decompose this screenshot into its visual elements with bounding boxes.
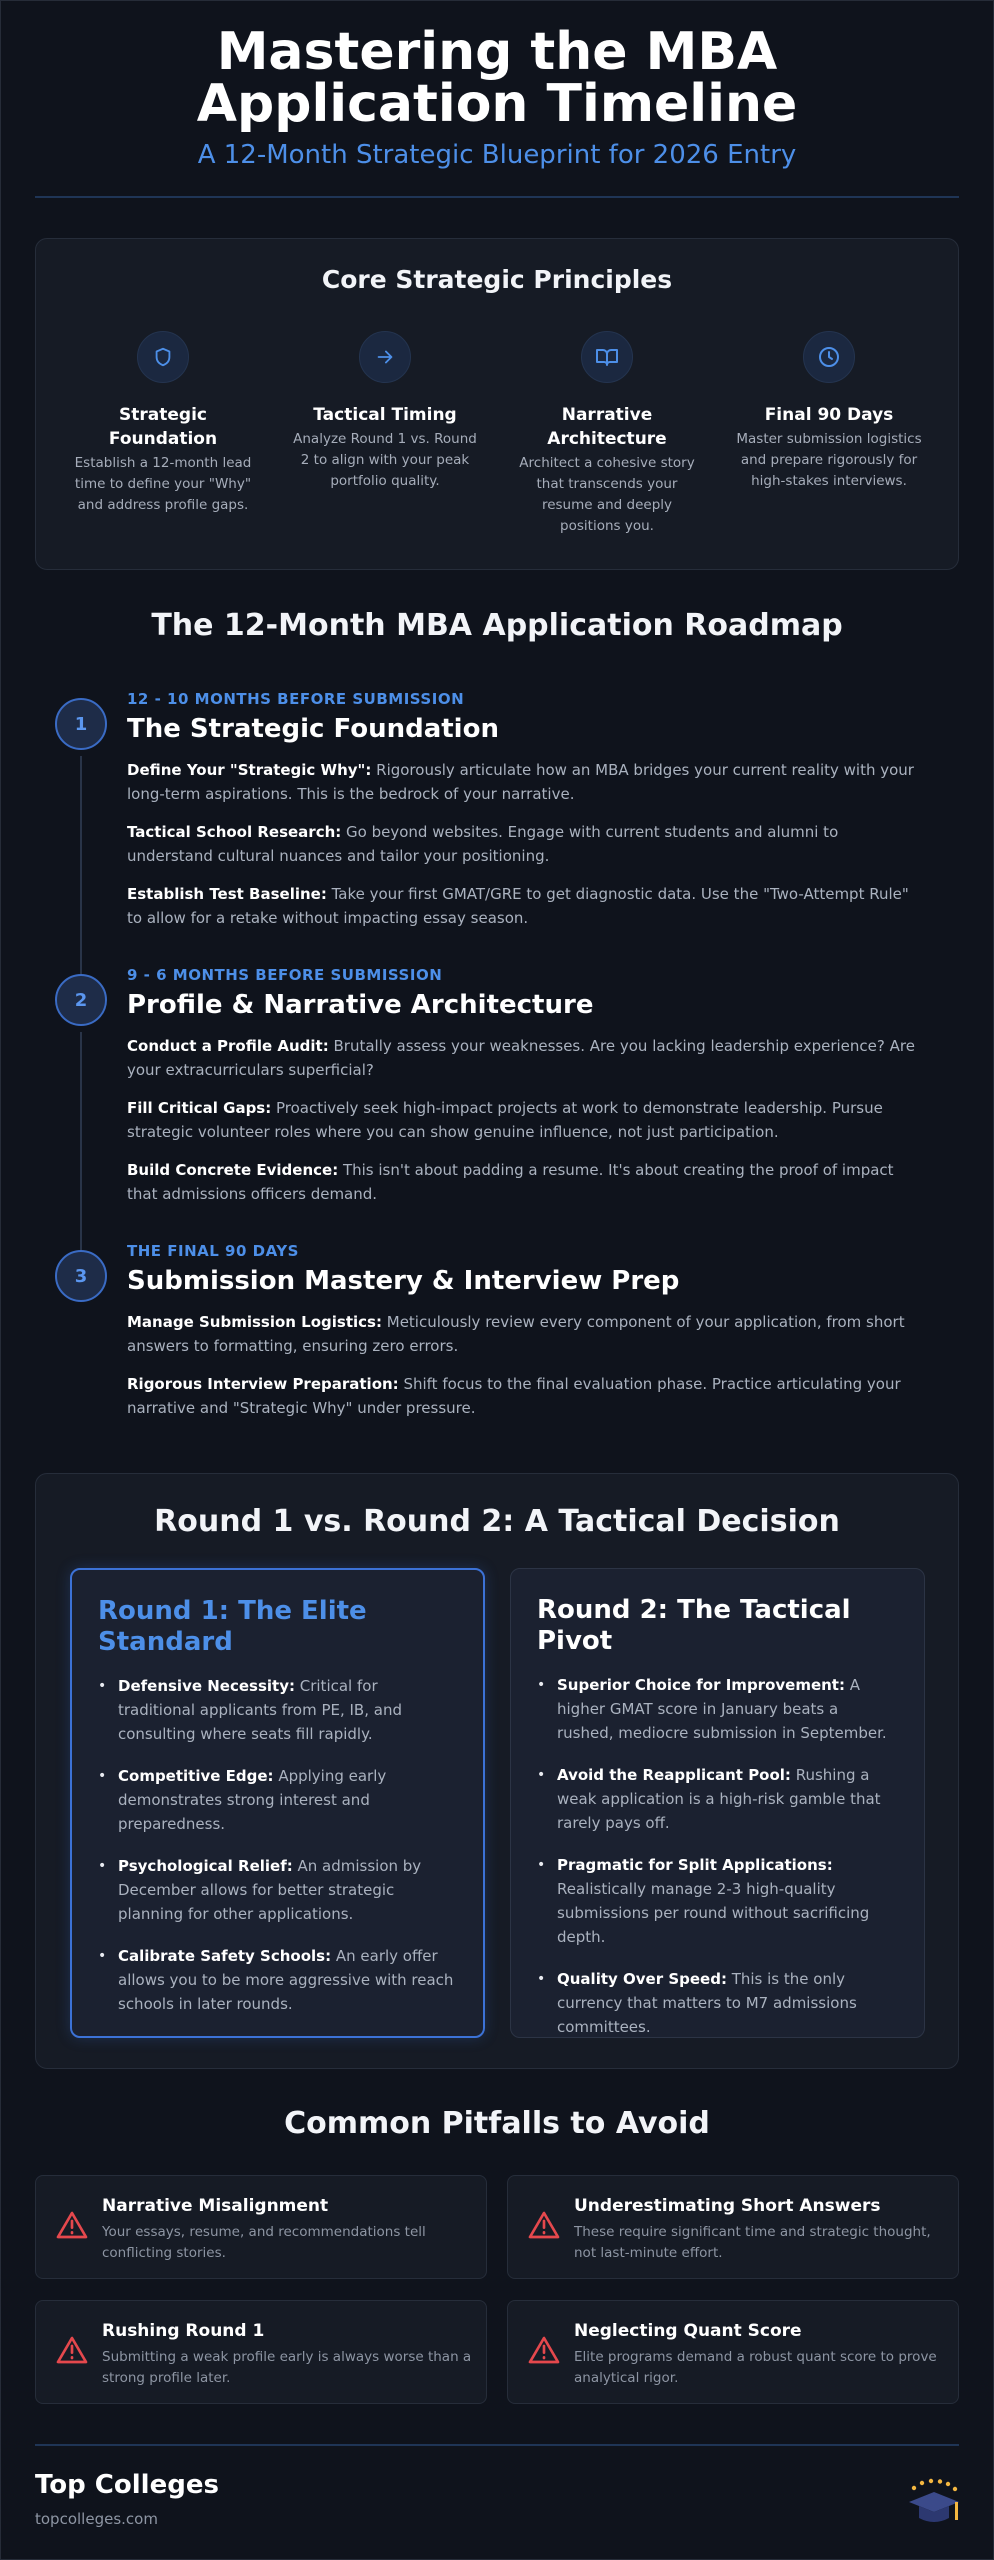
page-subtitle: A 12-Month Strategic Blueprint for 2026 Entry bbox=[197, 140, 797, 170]
step-item: Rigorous Interview Preparation: Shift focus to the final evaluation phase. Practice articulating your narrative and "Strategic Why" under pressure. bbox=[127, 1375, 901, 1417]
shield-icon bbox=[137, 331, 189, 383]
step-title: Profile & Narrative Architecture bbox=[127, 990, 594, 1020]
principle-title: Final 90 Days bbox=[764, 405, 894, 425]
hero-header bbox=[0, 22, 994, 170]
warning-triangle-icon bbox=[528, 2335, 560, 2365]
round-2-panel bbox=[510, 1568, 925, 2038]
pitfalls-title: Common Pitfalls to Avoid bbox=[284, 2106, 710, 2141]
list-item: • Competitive Edge: Applying early demonstrates strong interest and preparedness. bbox=[98, 1764, 457, 1836]
pitfall-card bbox=[35, 2300, 487, 2404]
principle-title: Strategic Foundation bbox=[108, 405, 218, 449]
roadmap-title: The 12-Month MBA Application Roadmap bbox=[151, 608, 843, 643]
principles-card bbox=[35, 238, 959, 570]
principle-desc: Analyze Round 1 vs. Round 2 to align with your peak portfolio quality. bbox=[293, 431, 477, 489]
step-item: Tactical School Research: Go beyond websites. Engage with current students and alumni to understand cultural nuances and tailor your positioning. bbox=[127, 823, 839, 865]
pitfall-title: Underestimating Short Answers bbox=[574, 2196, 881, 2216]
step-item: Build Concrete Evidence: This isn't about padding a resume. It's about creating the proof of impact that admissions officers demand. bbox=[127, 1161, 894, 1203]
footer-url[interactable]: topcolleges.com bbox=[35, 2510, 158, 2528]
round-1-list bbox=[98, 1674, 457, 2016]
list-item: • Defensive Necessity: Critical for traditional applicants from PE, IB, and consulting where seats fill rapidly. bbox=[98, 1674, 457, 1746]
round-1-title: Round 1: The Elite Standard bbox=[98, 1596, 367, 1657]
list-item: • Avoid the Reapplicant Pool: Rushing a weak application is a high-risk gamble that rarely pays off. bbox=[537, 1763, 898, 1835]
warning-triangle-icon bbox=[528, 2210, 560, 2240]
pitfall-title: Narrative Misalignment bbox=[102, 2196, 329, 2216]
step-item: Define Your "Strategic Why": Rigorously articulate how an MBA bridges your current reality with your long-term aspirations. This is the bedrock of your narrative. bbox=[127, 761, 914, 803]
step-item: Establish Test Baseline: Take your first GMAT/GRE to get diagnostic data. Use the "Two-Attempt Rule" to allow for a retake without impacting essay season. bbox=[127, 885, 909, 927]
principle-title: Narrative Architecture bbox=[547, 405, 667, 449]
step-timeframe: THE FINAL 90 DAYS bbox=[127, 1242, 299, 1260]
arrow-right-icon bbox=[359, 331, 411, 383]
step-item: Fill Critical Gaps: Proactively seek high-impact projects at work to demonstrate leadership. Pursue strategic volunteer roles where you can show genuine influence, not just participation. bbox=[127, 1099, 883, 1141]
footer-divider bbox=[35, 2444, 959, 2446]
round-1-panel bbox=[70, 1568, 485, 2038]
round-2-list bbox=[537, 1673, 898, 2039]
pitfall-desc: Elite programs demand a robust quant score to prove analytical rigor. bbox=[574, 2349, 937, 2386]
step-content bbox=[127, 690, 927, 930]
step-timeframe: 9 - 6 MONTHS BEFORE SUBMISSION bbox=[127, 966, 443, 984]
pitfall-title: Rushing Round 1 bbox=[102, 2321, 265, 2341]
step-connector bbox=[80, 1032, 82, 1252]
principle-narrative-architecture bbox=[512, 331, 702, 537]
pitfall-title: Neglecting Quant Score bbox=[574, 2321, 802, 2341]
list-item: • Psychological Relief: An admission by December allows for better strategic planning for other applications. bbox=[98, 1854, 457, 1926]
open-book-icon bbox=[581, 331, 633, 383]
list-item: • Quality Over Speed: This is the only currency that matters to M7 admissions committees. bbox=[537, 1967, 898, 2039]
header-divider bbox=[35, 196, 959, 198]
pitfall-card bbox=[35, 2175, 487, 2279]
pitfall-desc: Submitting a weak profile early is always worse than a strong profile later. bbox=[102, 2349, 472, 2386]
pitfall-card bbox=[507, 2175, 959, 2279]
step-title: Submission Mastery & Interview Prep bbox=[127, 1266, 680, 1296]
step-content bbox=[127, 966, 927, 1206]
step-number-badge: 2 bbox=[55, 974, 107, 1026]
step-number-badge: 1 bbox=[55, 698, 107, 750]
pitfall-desc: Your essays, resume, and recommendations tell conflicting stories. bbox=[102, 2224, 426, 2261]
page-title: Mastering the MBA Application Timeline bbox=[196, 22, 798, 134]
list-item: • Calibrate Safety Schools: An early offer allows you to be more aggressive with reach schools in later rounds. bbox=[98, 1944, 457, 2016]
principles-title: Core Strategic Principles bbox=[321, 265, 673, 294]
step-timeframe: 12 - 10 MONTHS BEFORE SUBMISSION bbox=[127, 690, 465, 708]
list-item: • Pragmatic for Split Applications: Realistically manage 2-3 high-quality submissions per round without sacrificing depth. bbox=[537, 1853, 898, 1949]
step-connector bbox=[80, 756, 82, 976]
rounds-title: Round 1 vs. Round 2: A Tactical Decision bbox=[154, 1504, 840, 1539]
principle-desc: Architect a cohesive story that transcends your resume and deeply positions you. bbox=[519, 455, 695, 534]
rounds-card bbox=[35, 1473, 959, 2069]
principle-final-90-days bbox=[734, 331, 924, 492]
round-2-title: Round 2: The Tactical Pivot bbox=[537, 1595, 851, 1656]
step-item: Conduct a Profile Audit: Brutally assess your weaknesses. Are you lacking leadership experience? Are your extracurriculars superficial? bbox=[127, 1037, 915, 1079]
footer-brand: Top Colleges bbox=[35, 2470, 219, 2500]
step-number-badge: 3 bbox=[55, 1250, 107, 1302]
clock-icon bbox=[803, 331, 855, 383]
step-content bbox=[127, 1242, 927, 1420]
list-item: • Superior Choice for Improvement: A higher GMAT score in January beats a rushed, mediocre submission in September. bbox=[537, 1673, 898, 1745]
warning-triangle-icon bbox=[56, 2210, 88, 2240]
step-item: Manage Submission Logistics: Meticulously review every component of your application, from short answers to formatting, ensuring zero errors. bbox=[127, 1313, 905, 1355]
principle-tactical-timing bbox=[290, 331, 480, 492]
principle-title: Tactical Timing bbox=[313, 405, 457, 425]
pitfall-card bbox=[507, 2300, 959, 2404]
graduation-cap-icon bbox=[906, 2478, 962, 2534]
principle-strategic-foundation bbox=[68, 331, 258, 516]
pitfall-desc: These require significant time and strategic thought, not last-minute effort. bbox=[574, 2224, 931, 2261]
step-title: The Strategic Foundation bbox=[127, 714, 499, 744]
principle-desc: Establish a 12-month lead time to define your "Why" and address profile gaps. bbox=[74, 455, 252, 513]
warning-triangle-icon bbox=[56, 2335, 88, 2365]
principle-desc: Master submission logistics and prepare rigorously for high-stakes interviews. bbox=[736, 431, 922, 489]
